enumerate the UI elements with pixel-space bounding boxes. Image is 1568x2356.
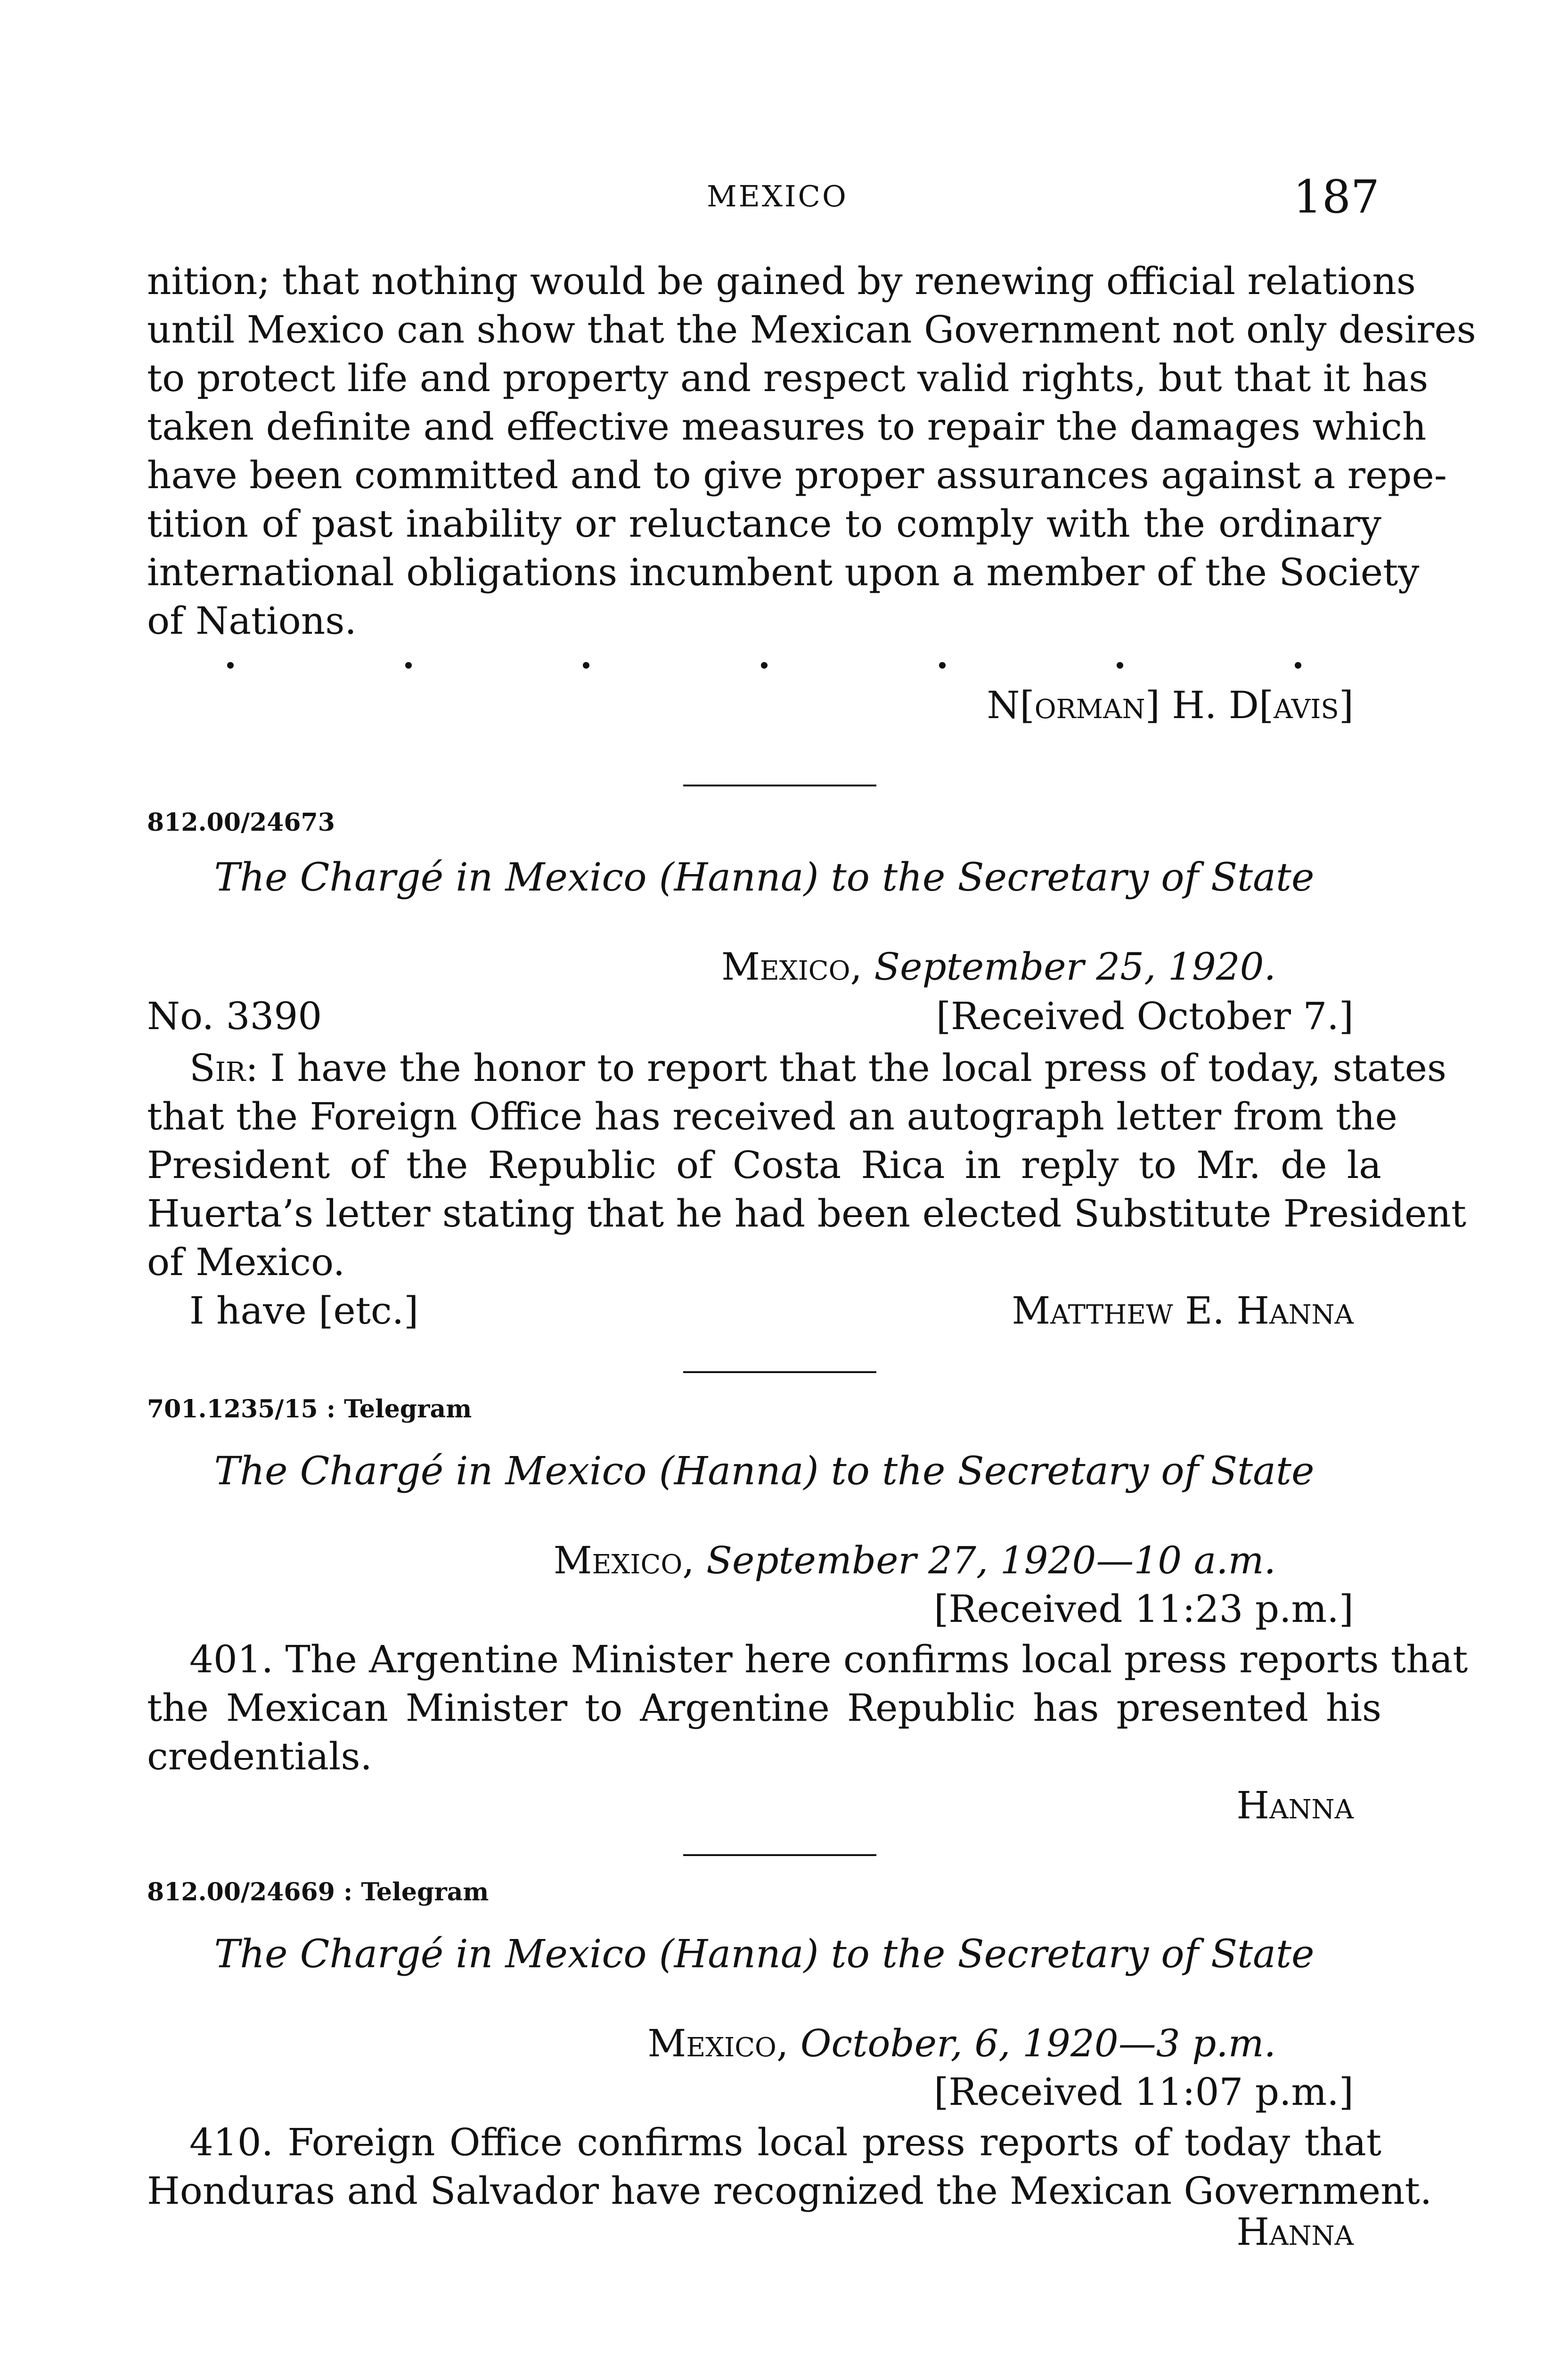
signature-hanna: Hanna	[1236, 1783, 1354, 1827]
file-reference: 812.00/24669 : Telegram	[147, 1878, 489, 1906]
text-line: tition of past inability or reluctance to comply with the ordinary	[147, 502, 1381, 546]
file-reference: 812.00/24673	[147, 808, 335, 837]
text-line-content: I have the honor to report that the local press of today, states	[270, 1046, 1447, 1090]
text-line: have been committed and to give proper assurances against a repe-	[147, 453, 1447, 497]
text-line: until Mexico can show that the Mexican Government not only desires	[147, 308, 1476, 352]
text-line: 401. The Argentine Minister here confirms local press reports that	[189, 1637, 1468, 1681]
section-divider	[683, 1371, 876, 1373]
text-line: Huerta’s letter stating that he had been elected Substitute President	[147, 1192, 1467, 1235]
received-note: [Received 11:07 p.m.]	[934, 2070, 1354, 2114]
dateline-date: September 27, 1920—10 a.m.	[706, 1538, 1276, 1582]
ellipsis-dot	[583, 662, 589, 669]
section-divider	[683, 1854, 876, 1856]
text-line: taken definite and effective measures to repair the damages which	[147, 405, 1427, 449]
despatch-body	[147, 1044, 1467, 1286]
text-line: to protect life and property and respect valid rights, but that it has	[147, 356, 1429, 400]
document-title: The Chargé in Mexico (Hanna) to the Secretary of State	[214, 1932, 1315, 1977]
dateline-place: Mexico,	[553, 1538, 694, 1582]
running-title: MEXICO	[707, 179, 848, 213]
ellipsis-dot	[1295, 662, 1301, 669]
signature-davis: N[orman] H. D[avis]	[987, 683, 1354, 727]
ellipsis-dots	[147, 662, 1381, 669]
page-number: 187	[1293, 171, 1380, 223]
salutation: Sir:	[189, 1046, 259, 1090]
ellipsis-dot	[227, 662, 234, 669]
telegram-body	[147, 1635, 1468, 1781]
dateline	[647, 2021, 1276, 2065]
text-line: President of the Republic of Costa Rica in reply to Mr. de la	[147, 1143, 1381, 1187]
text-line: 410. Foreign Office confirms local press reports of today that	[189, 2120, 1381, 2164]
document-title: The Chargé in Mexico (Hanna) to the Secretary of State	[214, 1449, 1315, 1494]
closing: I have [etc.]	[189, 1289, 419, 1333]
dateline-place: Mexico,	[647, 2021, 789, 2065]
dateline	[554, 1538, 1276, 1582]
signature-hanna: Matthew E. Hanna	[1012, 1289, 1354, 1333]
continuation-paragraph	[147, 257, 1476, 645]
text-line: of Mexico.	[147, 1240, 345, 1284]
dateline	[721, 945, 1276, 989]
ellipsis-dot	[405, 662, 412, 669]
ellipsis-dot	[939, 662, 946, 669]
ellipsis-dot	[1117, 662, 1123, 669]
despatch-number: No. 3390	[147, 994, 322, 1038]
section-divider	[683, 785, 876, 786]
text-line: Honduras and Salvador have recognized the Mexican Government.	[147, 2169, 1432, 2213]
dateline-date: September 25, 1920.	[874, 945, 1276, 989]
text-line: of Nations.	[147, 599, 357, 643]
received-note: [Received October 7.]	[936, 994, 1354, 1038]
text-line: credentials.	[147, 1734, 372, 1778]
text-line	[147, 1044, 1447, 1092]
received-note: [Received 11:23 p.m.]	[934, 1587, 1354, 1631]
text-line: that the Foreign Office has received an autograph letter from the	[147, 1095, 1397, 1138]
text-line: nition; that nothing would be gained by renewing official relations	[147, 259, 1416, 303]
signature-hanna: Hanna	[1236, 2210, 1354, 2254]
text-line: international obligations incumbent upon a member of the Society	[147, 550, 1420, 594]
dateline-place: Mexico,	[721, 945, 862, 989]
document-title: The Chargé in Mexico (Hanna) to the Secretary of State	[214, 855, 1315, 900]
text-line: the Mexican Minister to Argentine Republic has presented his	[147, 1686, 1381, 1730]
ellipsis-dot	[761, 662, 768, 669]
telegram-body	[147, 2118, 1432, 2215]
file-reference: 701.1235/15 : Telegram	[147, 1395, 472, 1423]
dateline-date: October, 6, 1920—3 p.m.	[800, 2021, 1276, 2065]
